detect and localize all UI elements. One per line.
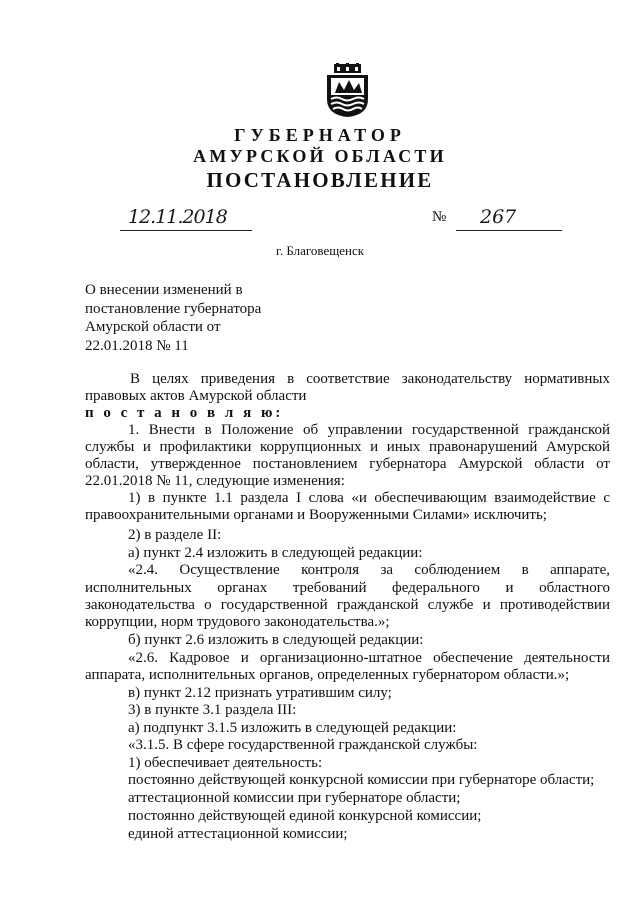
body-line: области, утвержденное постановлением губернатора Амурской области от [85,456,610,472]
body-line: «3.1.5. В сфере государственной гражданской службы: [128,737,478,753]
body-line: аппарата, исполнительных органов, определенных губернатором области.»; [85,667,570,683]
body-line: постоянно действующей конкурсной комиссии при губернаторе области; [128,772,595,788]
body-line: 22.01.2018 № 11, следующие изменения: [85,473,345,489]
body-line: а) подпункт 3.1.5 изложить в следующей редакции: [128,720,457,736]
body-line: единой аттестационной комиссии; [128,826,348,842]
body-line: 3) в пункте 3.1 раздела III: [128,702,297,718]
number-field [456,206,562,231]
subject-block [85,281,345,355]
body-line: законодательства о государственной гражданской службе и противодействии [85,597,610,613]
body-line: 1) в пункте 1.1 раздела I слова «и обеспечивающим взаимодействие с [128,490,610,506]
body-line: а) пункт 2.4 изложить в следующей редакции: [128,545,423,561]
body-line: правовых актов Амурской области [85,388,307,404]
body-line: коррупции, норм трудового законодательства.»; [85,614,390,630]
body-line: аттестационной комиссии при губернаторе области; [128,790,461,806]
subject-line: постановление губернатора [85,300,262,317]
title-region: АМУРСКОЙ ОБЛАСТИ [193,146,447,166]
subject-line: 22.01.2018 № 11 [85,337,189,354]
body-line: «2.6. Кадровое и организационно-штатное обеспечение деятельности [128,650,610,666]
body-line: «2.4. Осуществление контроля за соблюдением в аппарате, [128,562,610,578]
body-line: в) пункт 2.12 признать утратившим силу; [128,685,392,701]
number-handwritten: 267 [480,206,517,228]
decree-word: п о с т а н о в л я ю: [85,405,284,421]
subject-line: О внесении изменений в [85,282,243,298]
body-line: 1) обеспечивает деятельность: [128,755,323,771]
amur-coat-of-arms-icon [325,63,370,118]
body-line: В целях приведения в соответствие законодательству нормативных [130,371,610,387]
title-resolution: ПОСТАНОВЛЕНИЕ [206,168,434,192]
title-governor: ГУБЕРНАТОР [234,125,406,145]
body-line: исполнительных органах требований федерального и областного [85,580,610,596]
body-line: постоянно действующей единой конкурсной комиссии; [128,808,482,824]
body-line: 1. Внести в Положение об управлении государственной гражданской [128,422,610,438]
body-line: 2) в разделе II: [128,527,222,543]
city-name: г. Благовещенск [275,243,365,258]
body-line: правоохранительными органами и Вооруженными Силами» исключить; [85,507,547,523]
body-line: службы и профилактики коррупционных и иных правонарушений Амурской [85,439,610,455]
body-line: б) пункт 2.6 изложить в следующей редакции: [128,632,424,648]
subject-line: Амурской области от [85,319,221,335]
date-handwritten: 12.11.2018 [128,206,227,228]
number-sign: № [432,209,447,225]
date-field [120,206,252,231]
